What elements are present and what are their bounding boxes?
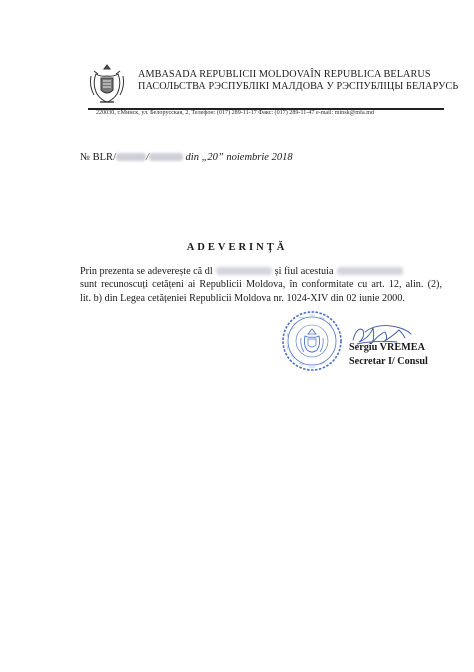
body-word: recunoscuți <box>101 279 149 291</box>
redacted-reference-code <box>149 153 183 161</box>
body-word: (2), <box>427 279 442 291</box>
reference-line <box>80 152 293 163</box>
embassy-address: 220030, г.Минск, ул. Белорусская, 2, Телефон: (017) 289-11-17 Факс: (017) 289-11-47 e-mail: minsk@mfa.md <box>96 110 375 116</box>
reference-date: din „20” noiembrie 2018 <box>185 152 293 163</box>
certificate-body <box>80 265 442 305</box>
body-word: conformitate <box>301 279 354 291</box>
body-word: sunt <box>80 279 97 291</box>
redacted-reference-number <box>116 153 146 161</box>
embassy-title-romanian: AMBASADA REPUBLICII MOLDOVAÎN REPUBLICA BELARUS <box>138 69 431 80</box>
body-line-2 <box>80 278 442 291</box>
reference-separator: / <box>145 152 149 163</box>
body-word: Moldova, <box>245 279 286 291</box>
body-word: Republicii <box>199 279 242 291</box>
body-text-segment: și fiul acestuia <box>274 266 334 277</box>
body-word: în <box>289 279 298 291</box>
signatory-role: Secretar I/ Consul <box>349 356 428 367</box>
official-stamp-icon <box>281 310 343 372</box>
signatory-name: Sergiu VREMEA <box>349 342 425 353</box>
body-word: cu <box>357 279 368 291</box>
redacted-name <box>216 267 272 275</box>
signatory-block <box>349 341 428 369</box>
document-heading: ADEVERINȚĂ <box>186 242 288 253</box>
body-word: art. <box>371 279 385 291</box>
body-word: alin. <box>405 279 424 291</box>
redacted-son-name <box>337 267 403 275</box>
body-line-3: lit. b) din Legea cetățeniei Republicii Moldova nr. 1024-XIV din 02 iunie 2000. <box>80 292 405 304</box>
body-word: cetățeni <box>152 279 184 291</box>
body-word: ai <box>187 279 196 291</box>
reference-prefix: № BLR/ <box>80 152 116 163</box>
letterhead-title <box>138 69 458 93</box>
coat-of-arms-icon <box>88 62 126 106</box>
body-text-segment: Prin prezenta se adeverește că dl <box>80 266 213 277</box>
letterhead <box>88 62 459 108</box>
body-line-1 <box>80 265 442 278</box>
embassy-title-belarusian: ПАСОЛЬСТВА РЭСПУБЛІКІ МАЛДОВА У РЭСПУБЛІЦЫ БЕЛАРУСЬ <box>138 81 459 92</box>
body-word: 12, <box>388 279 402 291</box>
